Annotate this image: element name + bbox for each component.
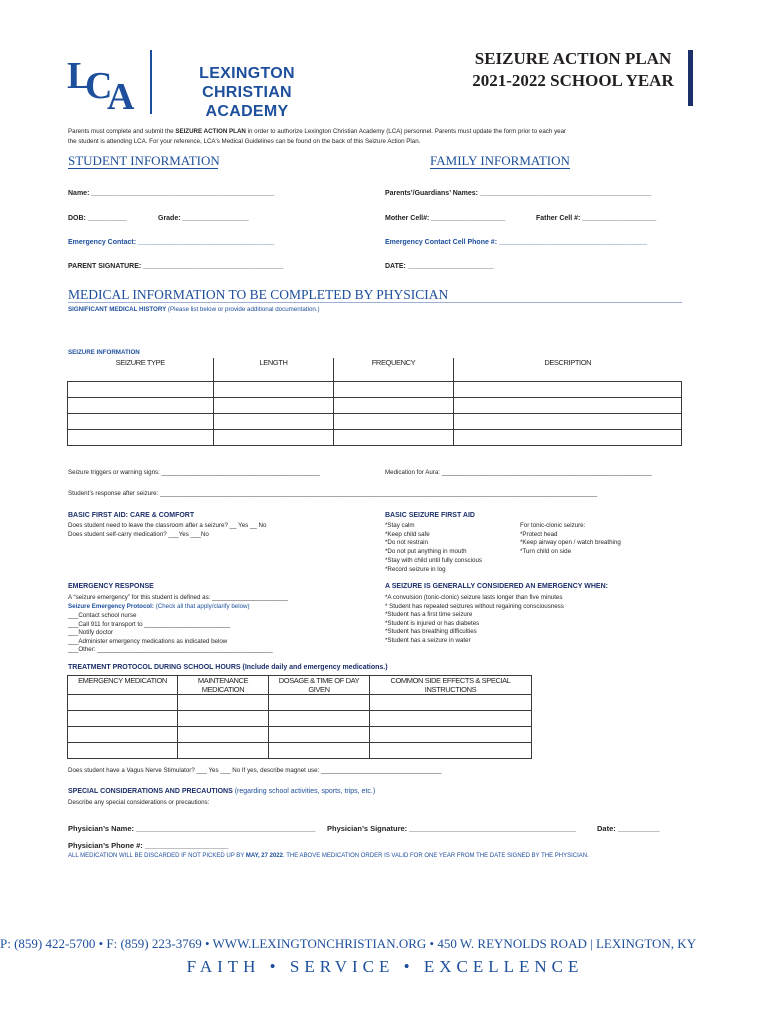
table-row xyxy=(68,397,682,413)
parent-signature-field[interactable]: PARENT SIGNATURE: ____________________________________ xyxy=(68,263,284,270)
table-row xyxy=(68,413,682,429)
table-cell[interactable] xyxy=(178,695,269,711)
title-accent-bar xyxy=(688,50,693,106)
frequency-header: FREQUENCY xyxy=(334,358,454,381)
notice-text-a: ALL MEDICATION WILL BE DISCARDED IF NOT PICKED UP BY xyxy=(68,853,246,859)
table-cell[interactable] xyxy=(370,743,532,759)
protocol-option[interactable]: ___Administer emergency medications as indicated below xyxy=(68,637,228,645)
table-cell[interactable] xyxy=(68,397,214,413)
side-effects-header: COMMON SIDE EFFECTS & SPECIAL INSTRUCTIONS xyxy=(370,676,532,695)
intro-bold: SEIZURE ACTION PLAN xyxy=(175,128,246,135)
table-cell[interactable] xyxy=(269,695,370,711)
maintenance-medication-header: MAINTENANCE MEDICATION xyxy=(178,676,269,695)
logo-letter-c: C xyxy=(85,65,113,107)
list-item: *Keep airway open / watch breathing xyxy=(520,539,621,547)
special-heading-bold: SPECIAL CONSIDERATIONS AND PRECAUTIONS xyxy=(68,788,233,795)
list-item: *Student has breathing difficulties xyxy=(385,628,477,636)
list-item: *Turn child on side xyxy=(520,548,572,556)
table-cell[interactable] xyxy=(68,429,214,445)
table-cell[interactable] xyxy=(269,743,370,759)
emergency-protocol-label xyxy=(68,603,250,610)
student-info-heading: STUDENT INFORMATION xyxy=(68,153,220,168)
emergency-definition-field[interactable]: A “seizure emergency” for this student is defined as: ______________________ xyxy=(68,594,288,601)
school-name-line1: LEXINGTON CHRISTIAN xyxy=(199,65,295,101)
table-cell[interactable] xyxy=(68,727,178,743)
table-row xyxy=(68,695,532,711)
lca-logo xyxy=(67,54,141,110)
student-heading-rule xyxy=(68,168,218,169)
treatment-table xyxy=(67,675,532,759)
intro-line1 xyxy=(68,128,566,135)
notice-bold: MAY, 27 2022 xyxy=(245,853,283,859)
response-field[interactable]: Student’s response after seizure: _______________________________________________________________________________________________________________________________ xyxy=(68,490,598,497)
table-cell[interactable] xyxy=(214,413,334,429)
protocol-option[interactable]: ___Notify doctor xyxy=(68,629,114,637)
intro-text-a: Parents must complete and submit the xyxy=(68,128,176,135)
list-item: *A convulsion (tonic-clonic) seizure lasts longer than five minutes xyxy=(385,594,563,601)
self-carry-question[interactable]: Does student self-carry medication? ___Yes ___No xyxy=(68,531,209,538)
description-header: DESCRIPTION xyxy=(454,358,682,381)
leave-classroom-question[interactable]: Does student need to leave the classroom after a seizure? __ Yes __ No xyxy=(68,522,267,529)
table-cell[interactable] xyxy=(178,743,269,759)
table-cell[interactable] xyxy=(370,711,532,727)
list-item: *Student has a seizure in water xyxy=(385,636,471,644)
list-item: *Student has a first time seizure xyxy=(385,611,473,619)
plan-title-line1: SEIZURE ACTION PLAN xyxy=(474,49,672,68)
table-cell[interactable] xyxy=(214,429,334,445)
intro-line2: the student is attending LCA. For your reference, LCA's Medical Guidelines can be found on the back of this Seizure Action Plan. xyxy=(68,138,421,145)
protocol-note: (Check all that apply/clarify below) xyxy=(153,603,250,610)
list-item: *Do not put anything in mouth xyxy=(385,548,467,556)
table-cell[interactable] xyxy=(214,397,334,413)
dob-field[interactable]: DOB: __________ xyxy=(68,215,127,222)
table-row xyxy=(68,381,682,397)
logo-letter-a: A xyxy=(107,76,135,110)
table-cell[interactable] xyxy=(68,381,214,397)
table-cell[interactable] xyxy=(334,381,454,397)
protocol-option[interactable]: ___Other: ___________________________________________________ xyxy=(68,646,273,654)
tonic-clonic-list xyxy=(520,522,621,557)
seizure-info-label: SEIZURE INFORMATION xyxy=(68,349,140,356)
table-cell[interactable] xyxy=(334,429,454,445)
logo-divider xyxy=(150,50,152,114)
intro-text-b: in order to authorize Lexington Christian Academy (LCA) personnel. Parents must update the form prior to each year xyxy=(245,128,567,135)
physician-signature-field[interactable]: Physician’s Signature: ________________________________________ xyxy=(327,824,577,833)
medical-history-note: (Please list below or provide additional documentation.) xyxy=(166,306,320,313)
list-item: *Student is injured or has diabetes xyxy=(385,619,480,627)
list-item: * Student has repeated seizures without regaining consciousness xyxy=(385,602,564,610)
special-considerations-heading xyxy=(68,788,375,795)
mother-cell-field[interactable]: Mother Cell#: ___________________ xyxy=(385,215,506,222)
footer-motto: FAITH • SERVICE • EXCELLENCE xyxy=(186,957,584,976)
table-cell[interactable] xyxy=(68,711,178,727)
list-item: *Protect head xyxy=(520,530,558,538)
seizure-type-header: SEIZURE TYPE xyxy=(68,358,214,381)
grade-field[interactable]: Grade: _________________ xyxy=(158,215,249,222)
table-cell[interactable] xyxy=(370,727,532,743)
emergency-medication-header: EMERGENCY MEDICATION xyxy=(68,676,178,695)
table-cell[interactable] xyxy=(370,695,532,711)
protocol-option[interactable]: ___Call 911 for transport to _________________________ xyxy=(68,620,231,628)
emergency-when-heading: A SEIZURE IS GENERALLY CONSIDERED AN EMERGENCY WHEN: xyxy=(385,583,608,590)
protocol-option[interactable]: ___Contact school nurse xyxy=(68,612,137,619)
first-aid-list xyxy=(385,522,482,574)
table-row xyxy=(68,727,532,743)
list-item: *Stay with child until fully conscious xyxy=(385,556,482,564)
aura-medication-field[interactable]: Medication for Aura: _____________________________________________________________ xyxy=(385,469,652,476)
physician-date-field[interactable]: Date: __________ xyxy=(597,824,660,833)
emergency-phone-field[interactable]: Emergency Contact Cell Phone #: ______________________________________ xyxy=(385,239,647,246)
table-row xyxy=(68,429,682,445)
table-cell[interactable] xyxy=(68,743,178,759)
physician-name-field[interactable]: Physician’s Name: ___________________________________________ xyxy=(68,824,316,833)
treatment-heading: TREATMENT PROTOCOL DURING SCHOOL HOURS (Include daily and emergency medications.) xyxy=(68,664,388,671)
student-name-field[interactable]: Name: _______________________________________________ xyxy=(68,190,275,197)
table-cell[interactable] xyxy=(454,381,682,397)
seizure-info-table xyxy=(67,358,682,446)
date-field[interactable]: DATE: ______________________ xyxy=(385,263,494,270)
plan-title-line2: 2021-2022 SCHOOL YEAR xyxy=(472,71,674,90)
list-item: *Record seizure in log xyxy=(385,565,446,573)
vns-question[interactable]: Does student have a Vagus Nerve Stimulator? ___ Yes ___ No If yes, describe magnet use: ___________________________________ xyxy=(68,767,442,774)
table-cell[interactable] xyxy=(178,711,269,727)
table-cell[interactable] xyxy=(454,397,682,413)
logo-letter-l: L xyxy=(67,55,93,97)
table-row xyxy=(68,711,532,727)
table-cell[interactable] xyxy=(454,413,682,429)
table-cell[interactable] xyxy=(269,727,370,743)
first-aid-care-heading: BASIC FIRST AID: CARE & COMFORT xyxy=(68,512,195,519)
special-describe-field[interactable]: Describe any special considerations or precautions: xyxy=(68,799,210,806)
table-cell[interactable] xyxy=(68,413,214,429)
notice-text-b: . THE ABOVE MEDICATION ORDER IS VALID FOR ONE YEAR FROM THE DATE SIGNED BY THE PHYSICIAN. xyxy=(282,853,589,859)
family-info-heading: FAMILY INFORMATION xyxy=(430,153,570,168)
school-name xyxy=(162,64,332,121)
seizure-first-aid-heading: BASIC SEIZURE FIRST AID xyxy=(385,512,475,519)
plan-title xyxy=(462,48,684,92)
medical-heading-rule xyxy=(68,302,682,303)
emergency-response-heading: EMERGENCY RESPONSE xyxy=(68,583,154,590)
dosage-header: DOSAGE & TIME OF DAY GIVEN xyxy=(269,676,370,695)
length-header: LENGTH xyxy=(214,358,334,381)
list-item: *Do not restrain xyxy=(385,539,428,547)
medication-notice xyxy=(68,853,589,859)
list-item: *Stay calm xyxy=(385,522,415,529)
table-cell[interactable] xyxy=(68,695,178,711)
table-cell[interactable] xyxy=(178,727,269,743)
table-cell[interactable] xyxy=(334,397,454,413)
emergency-when-list xyxy=(385,594,564,646)
guardian-names-field[interactable]: Parents’/Guardians’ Names: ____________________________________________ xyxy=(385,190,652,197)
protocol-bold: Seizure Emergency Protocol: xyxy=(68,603,154,610)
table-cell[interactable] xyxy=(334,413,454,429)
medical-history-label xyxy=(68,306,320,313)
list-item: *Keep child safe xyxy=(385,530,430,538)
school-name-line2: ACADEMY xyxy=(205,103,289,120)
emergency-contact-field[interactable]: Emergency Contact: ___________________________________ xyxy=(68,239,275,246)
physician-phone-field[interactable]: Physician’s Phone #: ____________________ xyxy=(68,841,229,850)
special-heading-note: (regarding school activities, sports, trips, etc.) xyxy=(232,788,376,795)
triggers-field[interactable]: Seizure triggers or warning signs: ______________________________________________ xyxy=(68,469,320,476)
medical-history-bold: SIGNIFICANT MEDICAL HISTORY xyxy=(68,306,167,313)
family-heading-rule xyxy=(430,168,570,169)
father-cell-field[interactable]: Father Cell #: ___________________ xyxy=(536,215,657,222)
table-cell[interactable] xyxy=(214,381,334,397)
medical-heading: MEDICAL INFORMATION TO BE COMPLETED BY PHYSICIAN xyxy=(68,287,449,302)
emergency-protocol-list xyxy=(68,612,273,655)
table-cell[interactable] xyxy=(454,429,682,445)
footer-contact: P: (859) 422-5700 • F: (859) 223-3769 • WWW.LEXINGTONCHRISTIAN.ORG • 450 W. REYNOLDS ROAD | LEXINGTON, KY xyxy=(0,936,697,951)
table-cell[interactable] xyxy=(269,711,370,727)
list-item: For tonic-clonic seizure: xyxy=(520,522,586,529)
table-row xyxy=(68,743,532,759)
